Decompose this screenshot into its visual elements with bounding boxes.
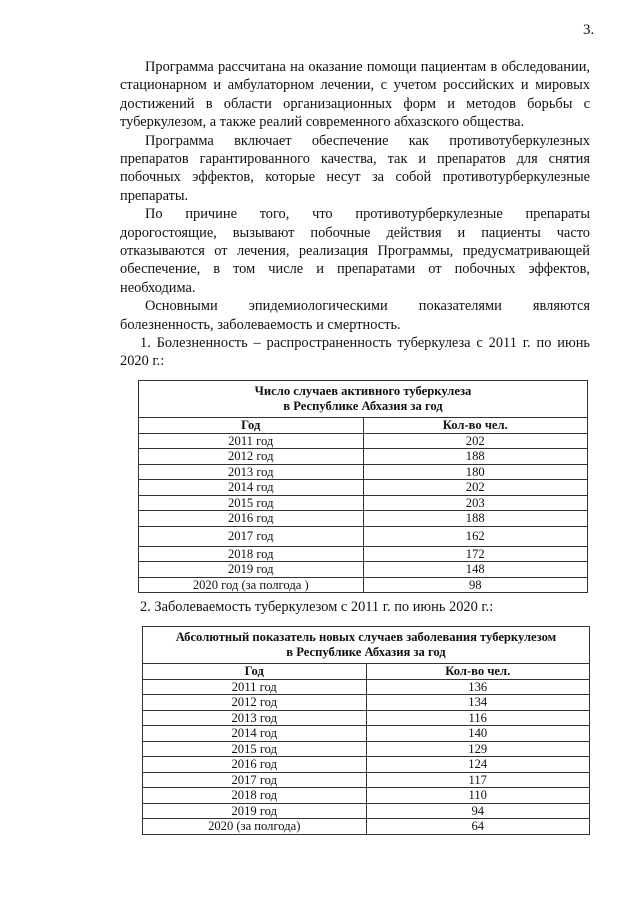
table-row xyxy=(143,741,590,757)
table2-count: 116 xyxy=(366,710,590,726)
table-row xyxy=(143,772,590,788)
paragraph-program-scope: Программа рассчитана на оказание помощи пациентам в обследовании, стационарном и амбулаторном лечении, с учетом российских и мировых достижений в области организационных форм и методов борьбы с туберкулезом, а также реалий современного абхазского общества. xyxy=(120,59,590,131)
table1-year: 2012 год xyxy=(139,449,364,465)
table2-count: 117 xyxy=(366,772,590,788)
table-row xyxy=(139,562,588,578)
table2-year: 2011 год xyxy=(143,679,367,695)
table1-year: 2014 год xyxy=(139,480,364,496)
table2-header-year: Год xyxy=(143,664,367,680)
table2-year: 2020 (за полгода) xyxy=(143,819,367,835)
table2-count: 110 xyxy=(366,788,590,804)
table1-header-year: Год xyxy=(139,418,364,434)
table1-count: 188 xyxy=(363,449,588,465)
table2-year: 2014 год xyxy=(143,726,367,742)
section1-heading: 1. Болезненность – распространенность туберкулеза с 2011 г. по июнь 2020 г.: xyxy=(120,335,590,370)
table-row xyxy=(143,757,590,773)
table-row xyxy=(139,433,588,449)
table2-title-line2: в Республике Абхазия за год xyxy=(286,645,446,659)
body-text xyxy=(120,58,590,334)
table-row xyxy=(143,679,590,695)
table1-count: 162 xyxy=(363,526,588,546)
table1-count: 188 xyxy=(363,511,588,527)
table1-year: 2011 год xyxy=(139,433,364,449)
table2-year: 2015 год xyxy=(143,741,367,757)
table1-count: 148 xyxy=(363,562,588,578)
table2-year: 2012 год xyxy=(143,695,367,711)
table2-count: 124 xyxy=(366,757,590,773)
table2-title xyxy=(143,627,590,664)
table-row xyxy=(143,726,590,742)
table2-count: 64 xyxy=(366,819,590,835)
paragraph-reason: По причине того, что противотурберкулезные препараты дорогостоящие, вызывают побочные действия и пациенты часто отказываются от лечения, реализация Программы, предусматривающей обеспечение, в том числе и препаратами от побочных эффектов, необходима. xyxy=(120,206,590,296)
new-tb-cases-table xyxy=(142,626,590,835)
table-row xyxy=(139,526,588,546)
table1-year: 2017 год xyxy=(139,526,364,546)
table-row xyxy=(139,464,588,480)
table1-title-line1: Число случаев активного туберкулеза xyxy=(254,384,472,398)
paragraph-program-includes: Программа включает обеспечение как противотуберкулезных препаратов гарантированного качества, так и препаратов для снятия побочных эффектов, которые несут за собой противотурберкулезные препараты. xyxy=(120,132,590,204)
table1-count: 98 xyxy=(363,577,588,593)
table-row xyxy=(139,449,588,465)
table2-count: 94 xyxy=(366,803,590,819)
table2-header-count: Кол-во чел. xyxy=(366,664,590,680)
table1-year: 2019 год xyxy=(139,562,364,578)
section2-heading: 2. Заболеваемость туберкулезом с 2011 г. по июнь 2020 г.: xyxy=(140,599,494,615)
table1-count: 180 xyxy=(363,464,588,480)
table1-year: 2020 год (за полгода ) xyxy=(139,577,364,593)
table1-title xyxy=(139,381,588,418)
table2-count: 129 xyxy=(366,741,590,757)
table2-year: 2016 год xyxy=(143,757,367,773)
table1-year: 2013 год xyxy=(139,464,364,480)
table1-count: 202 xyxy=(363,480,588,496)
table2-year: 2017 год xyxy=(143,772,367,788)
table1-count: 203 xyxy=(363,495,588,511)
table1-header-count: Кол-во чел. xyxy=(363,418,588,434)
table-row xyxy=(139,511,588,527)
table1-count: 172 xyxy=(363,546,588,562)
table2-year: 2013 год xyxy=(143,710,367,726)
table-row xyxy=(143,710,590,726)
table2-count: 140 xyxy=(366,726,590,742)
table-row xyxy=(143,819,590,835)
table-row xyxy=(139,577,588,593)
table-row xyxy=(143,803,590,819)
active-tb-table xyxy=(138,380,588,593)
paragraph-indicators: Основными эпидемиологическими показателями являются болезненность, заболеваемость и смертность. xyxy=(120,298,590,333)
table1-count: 202 xyxy=(363,433,588,449)
table2-year: 2018 год xyxy=(143,788,367,804)
table-row xyxy=(139,495,588,511)
table-row xyxy=(143,695,590,711)
table1-year: 2015 год xyxy=(139,495,364,511)
table2-count: 136 xyxy=(366,679,590,695)
table2-year: 2019 год xyxy=(143,803,367,819)
table2-count: 134 xyxy=(366,695,590,711)
table-row xyxy=(139,480,588,496)
table2-title-line1: Абсолютный показатель новых случаев заболевания туберкулезом xyxy=(175,630,557,644)
table1-year: 2016 год xyxy=(139,511,364,527)
table1-year: 2018 год xyxy=(139,546,364,562)
table-row xyxy=(139,546,588,562)
table1-title-line2: в Республике Абхазия за год xyxy=(283,399,443,413)
table-row xyxy=(143,788,590,804)
page-number: 3. xyxy=(583,22,595,38)
